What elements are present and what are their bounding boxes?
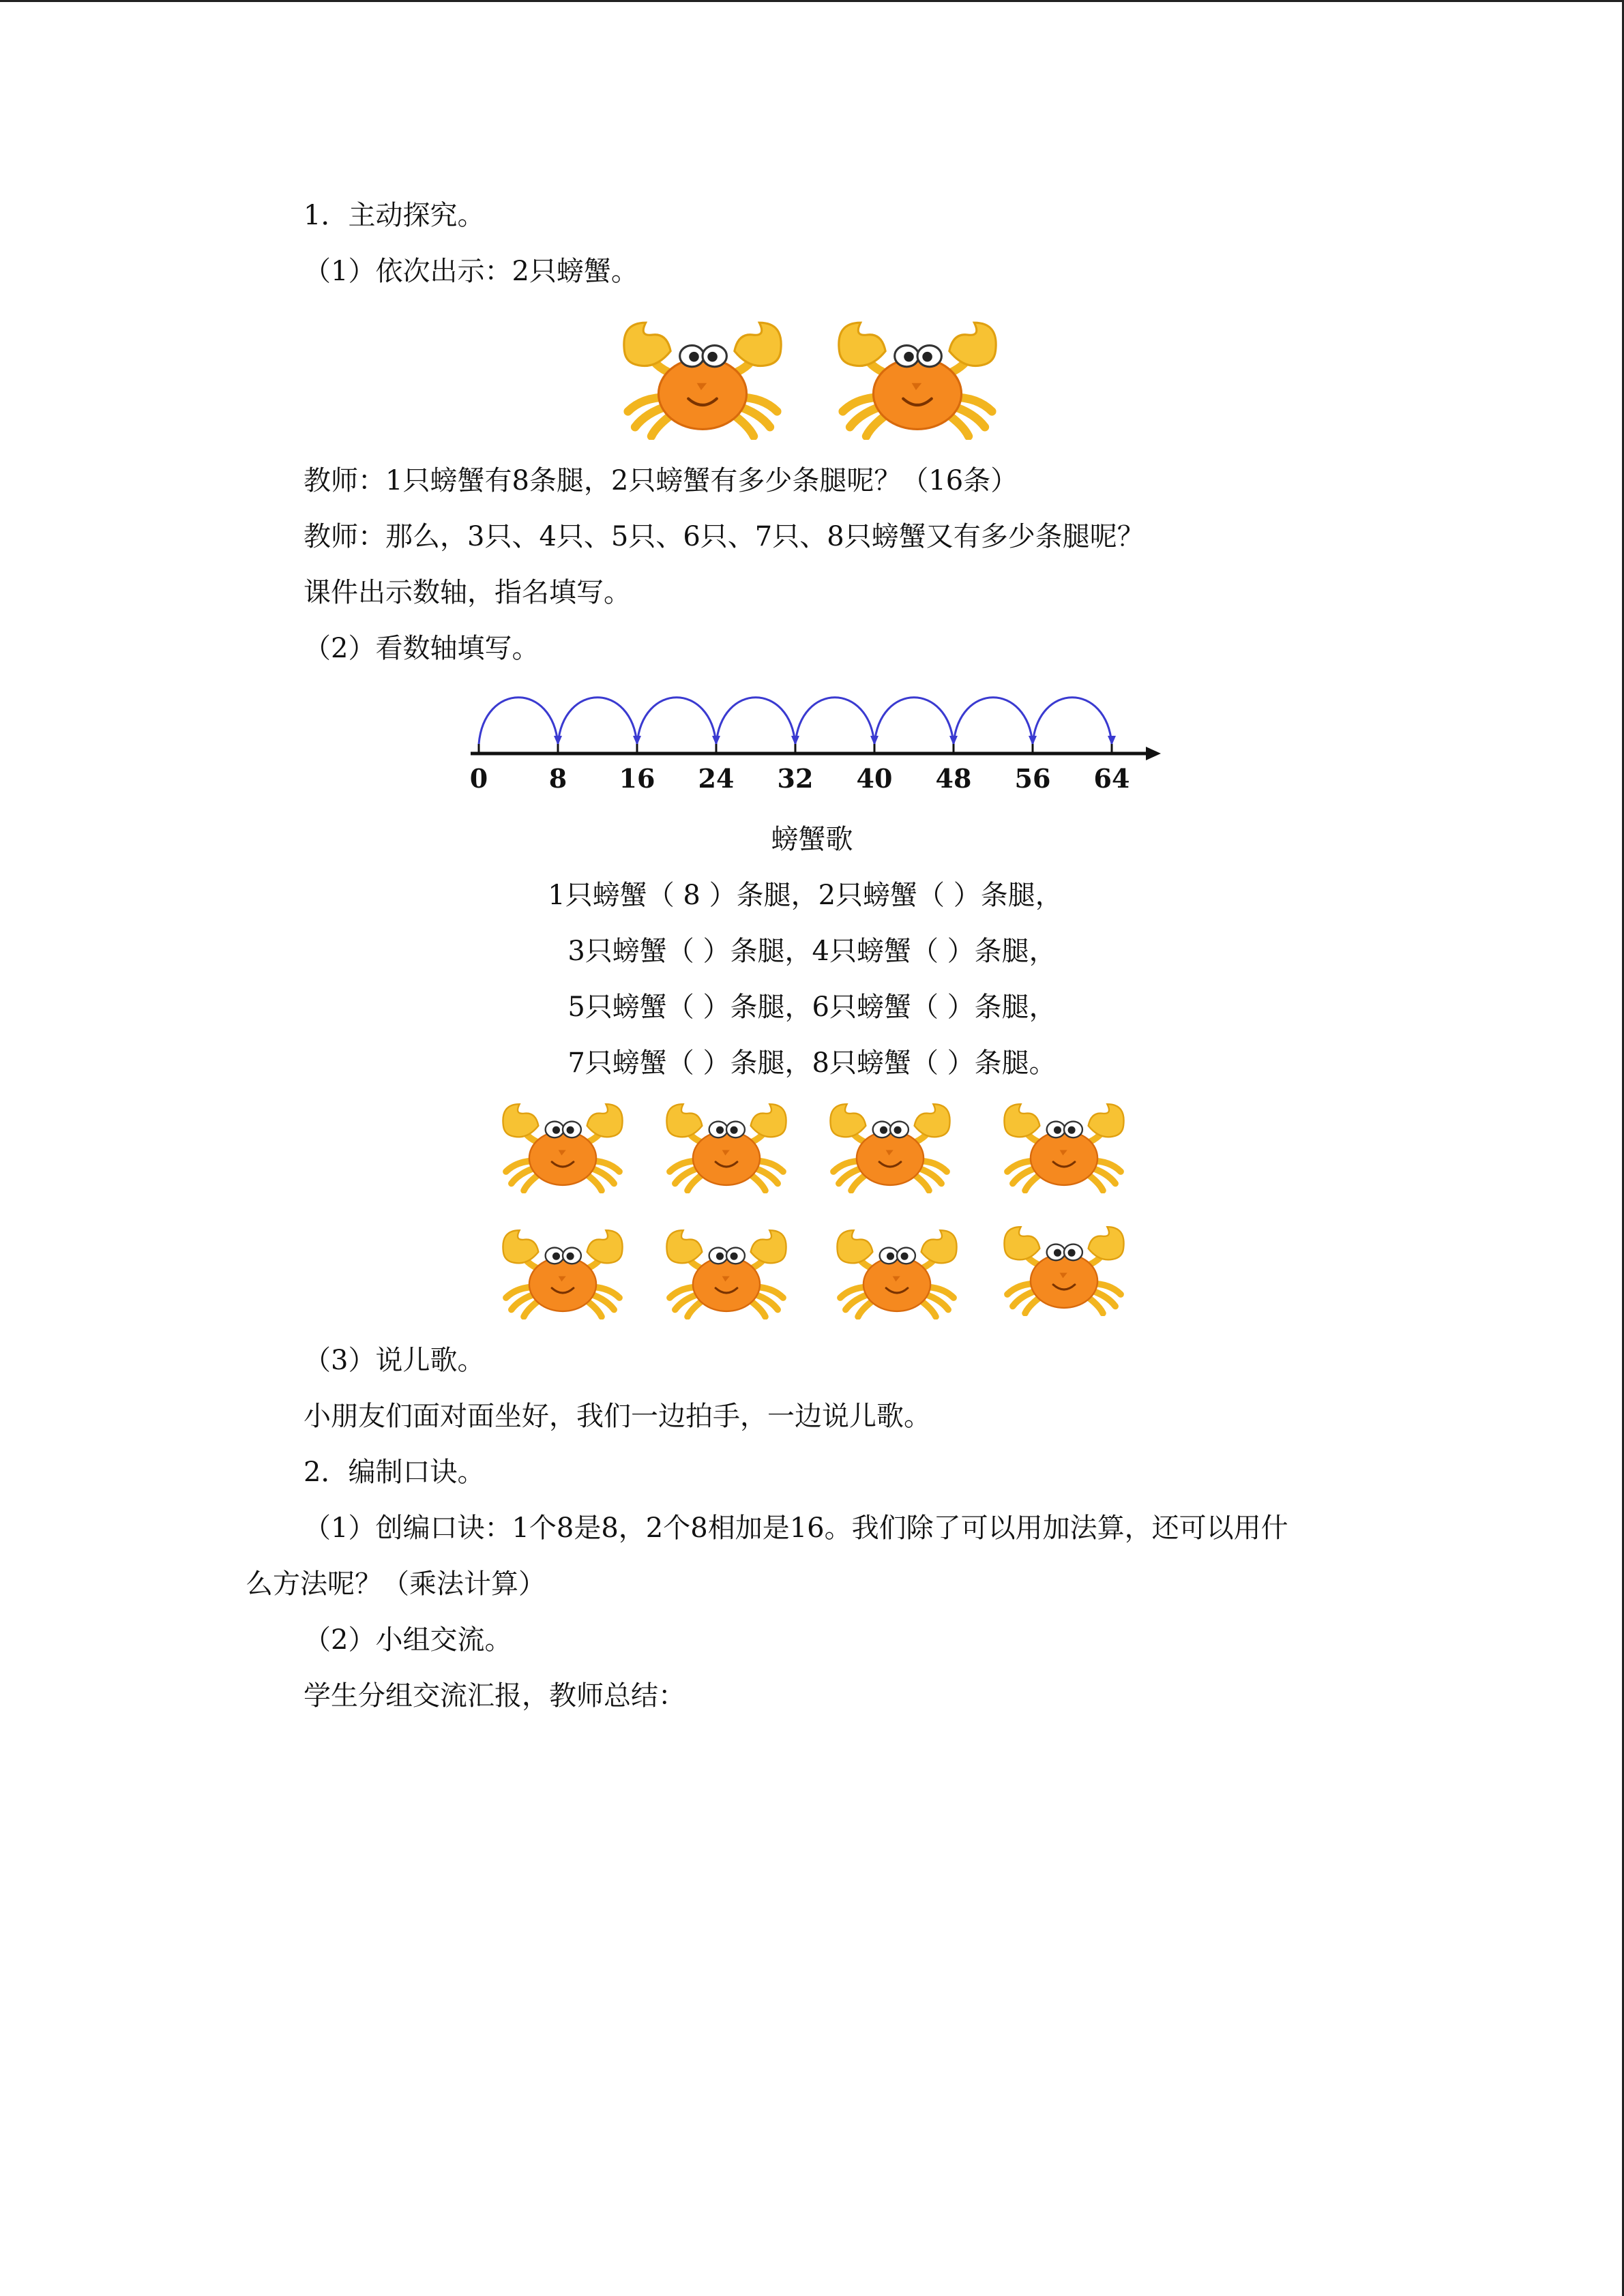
number-line-label-64: 64 (1093, 763, 1130, 794)
section2-summary: 学生分组交流汇报，教师总结： (304, 1680, 685, 1712)
number-line-label-0: 0 (469, 763, 488, 794)
courseware-instruction: 课件出示数轴，指名填写。 (304, 577, 631, 608)
crab-grid-4 (999, 1101, 1129, 1193)
crab-image-2 (832, 319, 1003, 440)
song-line-2: 3只螃蟹（ ）条腿，4只螃蟹（ ）条腿， (567, 936, 1057, 967)
number-line-arc-2 (558, 698, 637, 744)
step3-text: （3）说儿歌。 (304, 1345, 485, 1376)
number-line-arc-1 (479, 698, 558, 744)
number-line-arcs (479, 698, 1116, 745)
section1-heading: 1．主动探究。 (304, 200, 485, 231)
number-line-label-32: 32 (777, 763, 814, 794)
song-line-1: 1只螃蟹（ 8 ）条腿，2只螃蟹（ ）条腿， (548, 880, 1063, 911)
song-instruction: 小朋友们面对面坐好，我们一边拍手，一边说儿歌。 (304, 1401, 931, 1432)
section2-step1-line1: （1）创编口诀：1个8是8，2个8相加是16。我们除了可以用加法算，还可以用什 (304, 1512, 1288, 1544)
number-line-arc-arrow-8 (1108, 736, 1116, 745)
number-line-label-24: 24 (698, 763, 735, 794)
crab-grid-3 (825, 1101, 955, 1193)
number-line-label-56: 56 (1014, 763, 1051, 794)
teacher-question-2: 教师：那么，3只、4只、5只、6只、7只、8只螃蟹又有多少条腿呢？ (304, 521, 1145, 552)
number-line-ticks (470, 744, 1130, 794)
section2-heading: 2．编制口诀。 (304, 1457, 485, 1488)
page-border-top (0, 0, 1624, 2)
crab-grid-7 (832, 1227, 962, 1320)
number-line-arc-8 (1033, 698, 1112, 744)
section2-step1-line2: 么方法呢？（乘法计算） (246, 1568, 546, 1600)
number-line-arc-7 (954, 698, 1033, 744)
number-line-arc-3 (637, 698, 716, 744)
section2-step2: （2）小组交流。 (304, 1624, 512, 1656)
number-line-arc-5 (795, 698, 874, 744)
crab-image-1 (617, 319, 788, 440)
number-line-arrow (1146, 747, 1161, 760)
number-line (464, 682, 1166, 798)
crab-grid-6 (662, 1227, 791, 1320)
number-line-arc-4 (716, 698, 795, 744)
number-line-label-48: 48 (935, 763, 972, 794)
song-line-3: 5只螃蟹（ ）条腿，6只螃蟹（ ）条腿， (567, 992, 1057, 1023)
step2-text: （2）看数轴填写。 (304, 633, 540, 664)
crab-grid-5 (498, 1227, 628, 1320)
song-title: 螃蟹歌 (771, 824, 853, 855)
song-line-4: 7只螃蟹（ ）条腿，8只螃蟹（ ）条腿。 (567, 1047, 1057, 1079)
crab-grid-1 (498, 1101, 628, 1193)
step1-text: （1）依次出示：2只螃蟹。 (304, 256, 638, 287)
teacher-question-1: 教师：1只螃蟹有8条腿，2只螃蟹有多少条腿呢？（16条） (304, 465, 1018, 496)
number-line-arc-6 (874, 698, 954, 744)
crab-grid-2 (662, 1101, 791, 1193)
number-line-label-8: 8 (548, 763, 567, 794)
number-line-label-16: 16 (619, 763, 655, 794)
number-line-label-40: 40 (856, 763, 893, 794)
crab-grid-8 (999, 1224, 1129, 1316)
